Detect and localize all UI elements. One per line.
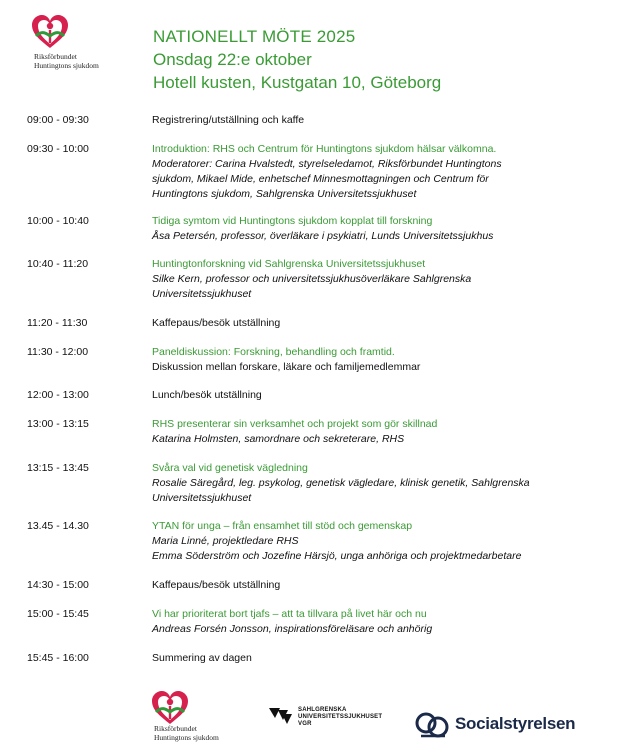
footer-logo-line-2: Huntingtons sjukdom — [154, 733, 219, 742]
agenda-desc: Moderatorer: Carina Hvalstedt, styrelseledamot, Riksförbundet Huntingtons — [152, 158, 502, 170]
agenda-time: 13:00 - 13:15 — [27, 418, 89, 430]
agenda-content — [152, 607, 622, 637]
heart-figure-icon — [30, 14, 70, 50]
agenda-time: 15:00 - 15:45 — [27, 608, 89, 620]
agenda-topic: Paneldiskussion: Forskning, behandling och framtid. — [152, 346, 395, 358]
socialstyrelsen-emblem-icon — [415, 710, 451, 740]
sahlgrenska-emblem-icon — [268, 706, 294, 726]
agenda-desc: Huntingtons sjukdom, Sahlgrenska Universitetssjukhuset — [152, 188, 417, 200]
agenda-desc: Diskussion mellan forskare, läkare och familjemedlemmar — [152, 361, 421, 373]
logo-line-1: Riksförbundet — [34, 52, 77, 61]
logo-line-2: Huntingtons sjukdom — [34, 61, 99, 70]
agenda-topic: Introduktion: RHS och Centrum för Huntingtons sjukdom hälsar välkomna. — [152, 143, 497, 155]
agenda-content — [152, 257, 622, 302]
socialstyrelsen-logo — [415, 710, 585, 744]
agenda-time: 13.45 - 14.30 — [27, 520, 89, 532]
agenda-topic: Kaffepaus/besök utställning — [152, 579, 281, 591]
agenda-topic: Registrering/utställning och kaffe — [152, 114, 305, 126]
agenda-desc: Rosalie Säregård, leg. psykolog, genetisk vägledare, klinisk genetik, Sahlgrenska — [152, 477, 530, 489]
agenda-time: 13:15 - 13:45 — [27, 462, 89, 474]
agenda-desc: sjukdom, Mikael Mide, enhetschef Minnesmottagningen och Centrum för — [152, 173, 489, 185]
agenda-desc: Universitetssjukhuset — [152, 492, 252, 504]
footer-logo-line-1: Riksförbundet — [154, 724, 197, 733]
agenda-time: 15:45 - 16:00 — [27, 652, 89, 664]
agenda-content — [152, 388, 622, 403]
agenda-time: 11:30 - 12:00 — [27, 346, 89, 358]
agenda-topic: Summering av dagen — [152, 652, 252, 664]
agenda-topic: Vi har prioriterat bort tjafs – att ta tillvara på livet här och nu — [152, 608, 427, 620]
agenda-content — [152, 142, 622, 202]
socialstyrelsen-text: Socialstyrelsen — [455, 714, 576, 733]
agenda-topic: Kaffepaus/besök utställning — [152, 317, 281, 329]
agenda-topic: Lunch/besök utställning — [152, 389, 262, 401]
agenda-topic: Huntingtonforskning vid Sahlgrenska Universitetssjukhuset — [152, 258, 426, 270]
agenda-topic: YTAN för unga – från ensamhet till stöd och gemenskap — [152, 520, 413, 532]
sahlgrenska-line-2: UNIVERSITETSSJUKHUSET — [298, 714, 383, 720]
agenda-desc: Maria Linné, projektledare RHS — [152, 535, 299, 547]
agenda-content — [152, 461, 622, 506]
agenda-content — [152, 417, 622, 447]
agenda-time: 09:00 - 09:30 — [27, 114, 89, 126]
agenda-desc: Emma Söderström och Jozefine Härsjö, unga anhöriga och projektmedarbetare — [152, 550, 522, 562]
logo-text — [34, 52, 99, 70]
sahlgrenska-logo — [268, 704, 388, 734]
event-date: Onsdag 22:e oktober — [153, 50, 312, 69]
agenda-topic: Svåra val vid genetisk vägledning — [152, 462, 308, 474]
agenda-time: 10:40 - 11:20 — [27, 258, 89, 270]
agenda-desc: Universitetssjukhuset — [152, 288, 252, 300]
agenda-topic: Tidiga symtom vid Huntingtons sjukdom kopplat till forskning — [152, 215, 433, 227]
agenda-desc: Katarina Holmsten, samordnare och sekreterare, RHS — [152, 433, 405, 445]
agenda-time: 14:30 - 15:00 — [27, 579, 89, 591]
agenda-time: 09:30 - 10:00 — [27, 143, 89, 155]
agenda-time: 11:20 - 11:30 — [27, 317, 88, 329]
agenda-time: 12:00 - 13:00 — [27, 389, 89, 401]
event-title: NATIONELLT MÖTE 2025 — [153, 27, 356, 46]
agenda-desc: Silke Kern, professor och universitetssjukhusöverläkare Sahlgrenska — [152, 273, 472, 285]
agenda-topic: RHS presenterar sin verksamhet och projekt som gör skillnad — [152, 418, 438, 430]
agenda-desc: Andreas Forsén Jonsson, inspirationsföreläsare och anhörig — [152, 623, 433, 635]
agenda-content — [152, 214, 622, 244]
sahlgrenska-line-1: SAHLGRENSKA — [298, 707, 347, 713]
event-venue: Hotell kusten, Kustgatan 10, Göteborg — [153, 73, 442, 92]
sahlgrenska-line-3: VGR — [298, 721, 312, 727]
footer-logo-text — [154, 724, 219, 742]
footer-rhs-logo — [150, 690, 250, 750]
agenda-content — [152, 651, 622, 666]
agenda-time: 10:00 - 10:40 — [27, 215, 89, 227]
rhs-logo — [22, 14, 114, 78]
agenda-content — [152, 113, 622, 128]
agenda-content — [152, 316, 622, 331]
agenda-content — [152, 578, 622, 593]
agenda-content — [152, 345, 622, 375]
sahlgrenska-text — [298, 707, 382, 728]
agenda-desc: Åsa Petersén, professor, överläkare i psykiatri, Lunds Universitetssjukhus — [152, 230, 494, 242]
heart-figure-icon — [150, 690, 190, 726]
agenda-content — [152, 519, 622, 564]
